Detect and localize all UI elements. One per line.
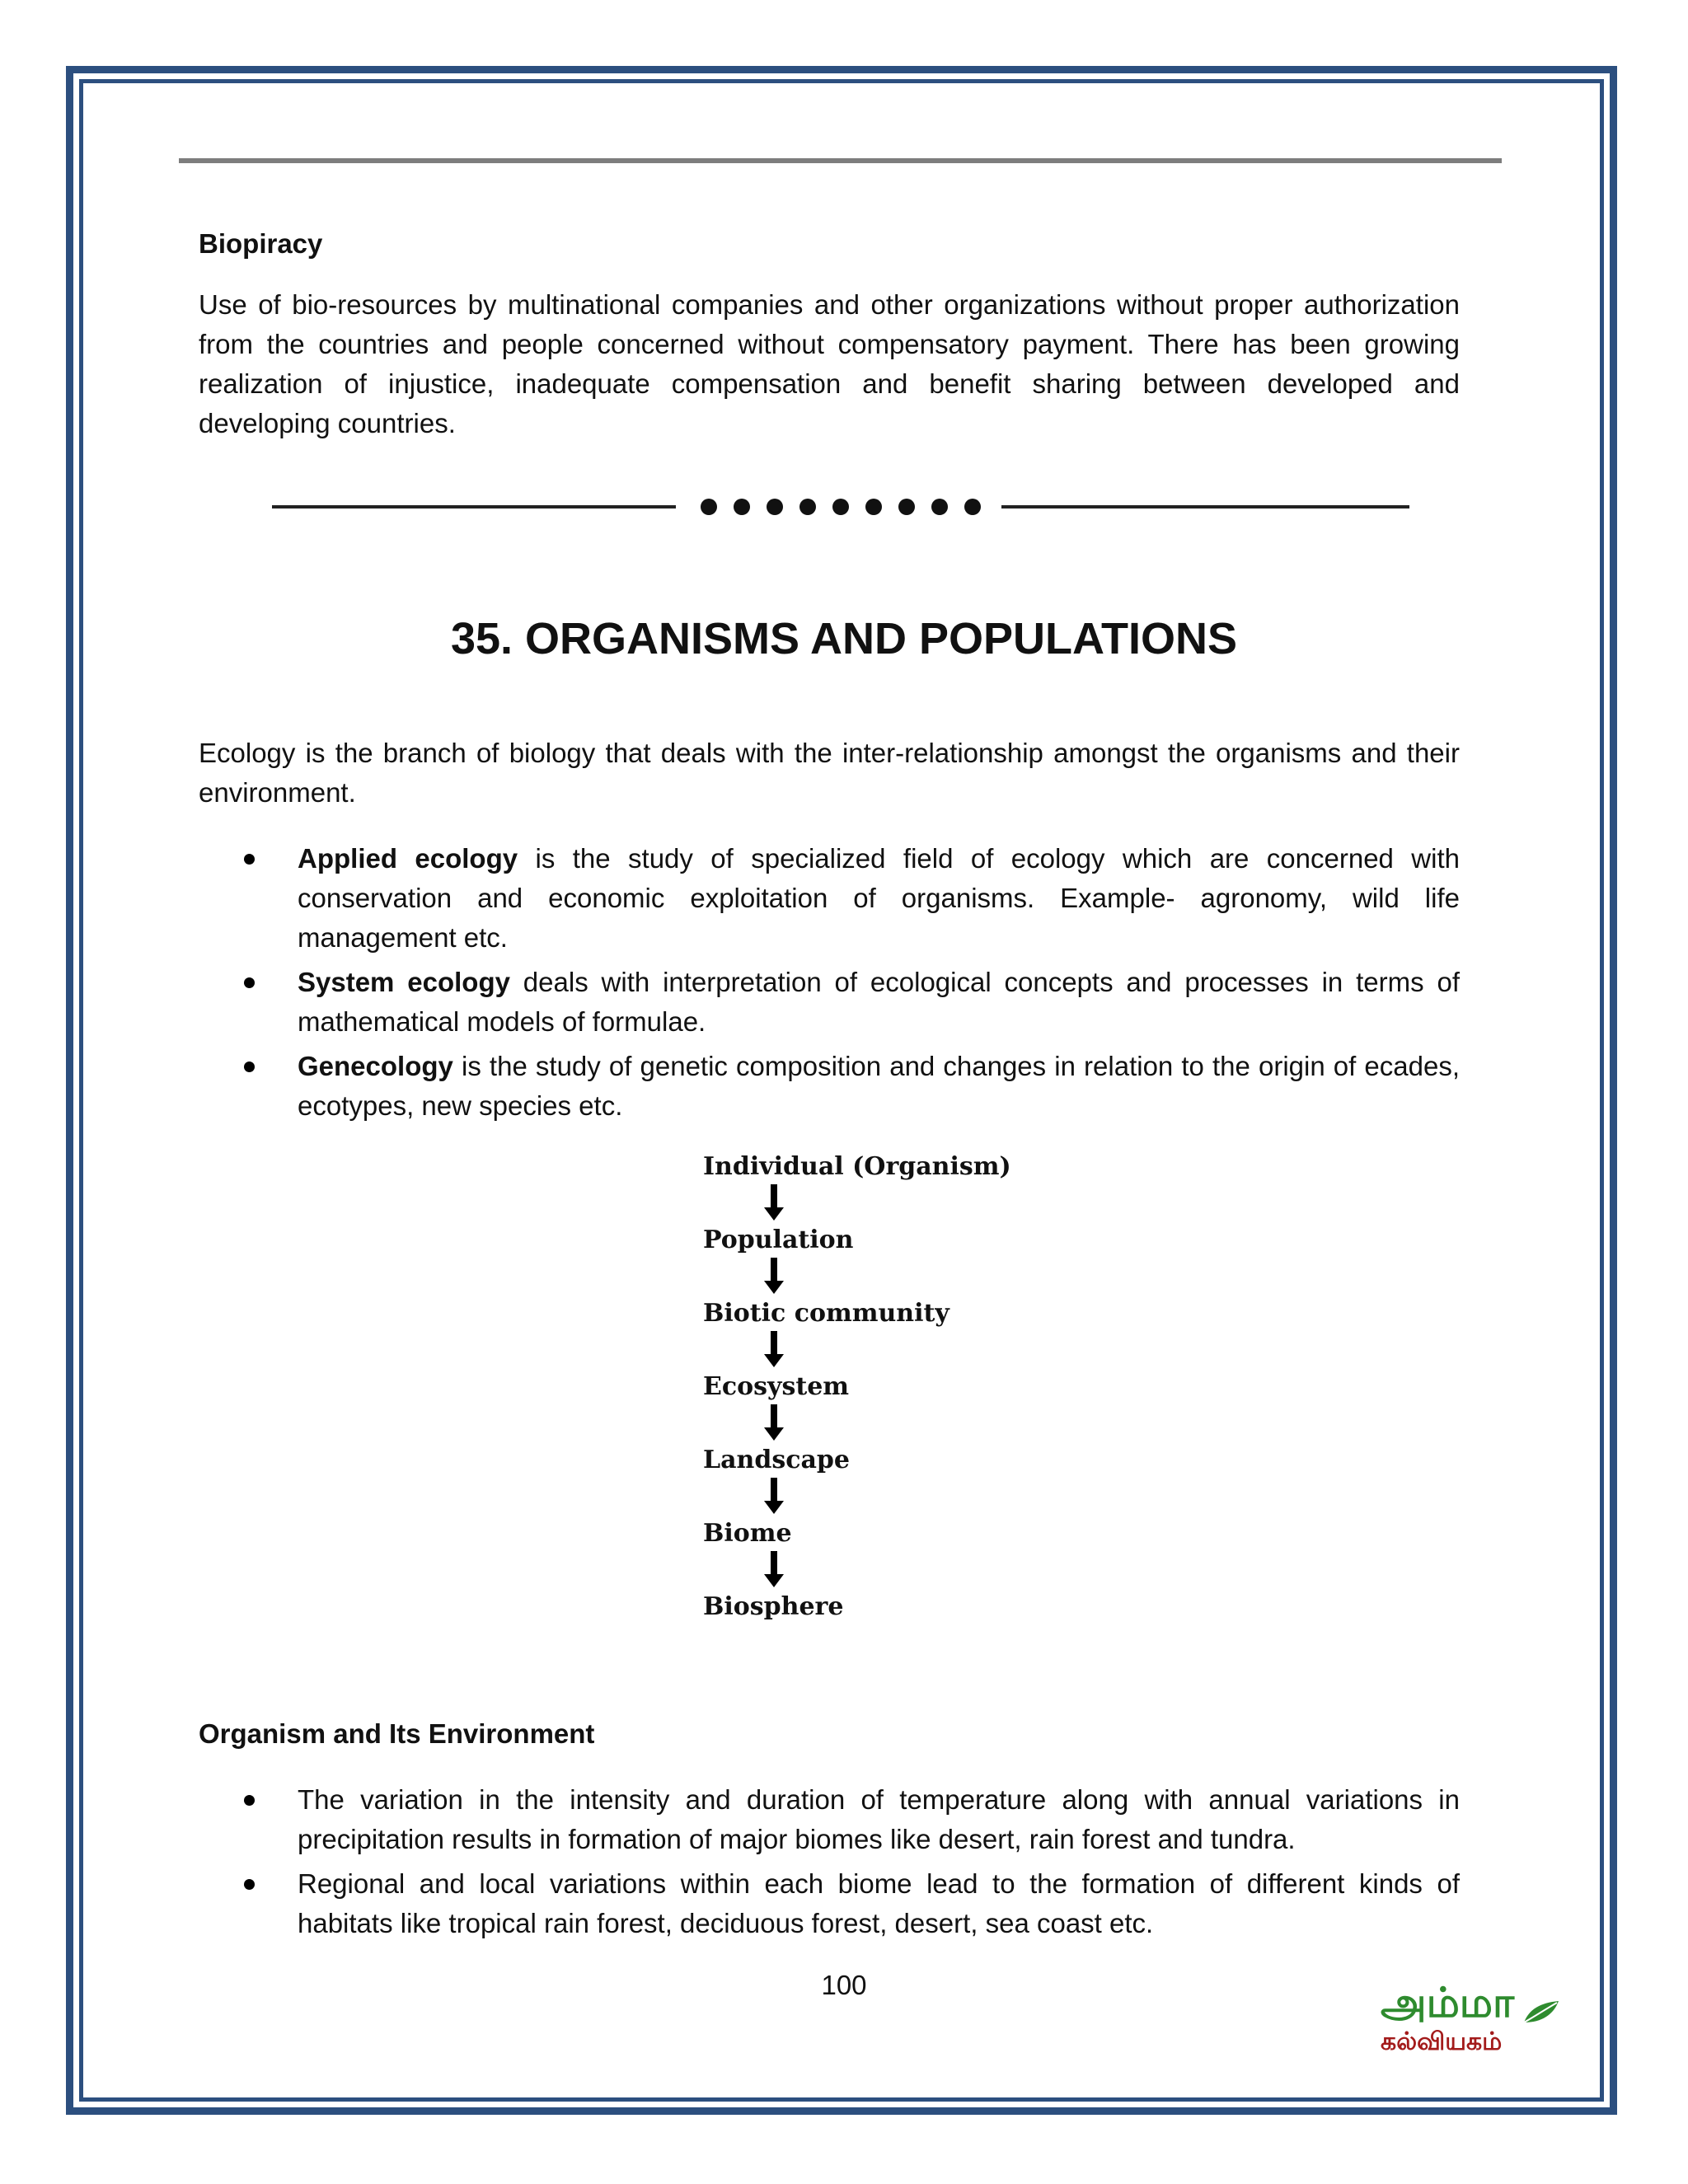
hierarchy-level: Biotic community	[703, 1299, 950, 1328]
hierarchy-level: Biosphere	[703, 1592, 844, 1621]
chapter-title: 35. ORGANISMS AND POPULATIONS	[450, 614, 1238, 663]
term: Applied ecology	[298, 843, 518, 874]
definition: deals with interpretation of ecological concepts and processes in terms of mathematical models of formulae.	[298, 967, 1460, 1037]
leaf-icon	[1521, 1994, 1562, 2027]
down-arrow-icon	[703, 1551, 1049, 1590]
page-number: 100	[821, 1970, 867, 2000]
list-item	[199, 839, 1460, 958]
definition: is the study of specialized field of ecology which are concerned with conservation and economic exploitation of organisms. Example- agronomy, wild life management etc.	[298, 843, 1460, 953]
list-item	[199, 1864, 1460, 1943]
logo	[1360, 1978, 1574, 2069]
down-arrow-icon	[703, 1331, 1049, 1370]
bullet-icon	[244, 854, 255, 865]
ecological-hierarchy-diagram	[703, 1150, 1049, 1624]
definition: is the study of genetic composition and changes in relation to the origin of ecades, ecotypes, new species etc.	[298, 1051, 1460, 1121]
bullet-icon	[244, 1062, 255, 1072]
logo-line-1: அம்மா	[1381, 1979, 1515, 2027]
down-arrow-icon	[703, 1404, 1049, 1443]
down-arrow-icon	[703, 1184, 1049, 1223]
hierarchy-level: Biome	[703, 1519, 792, 1548]
hierarchy-level: Individual (Organism)	[703, 1152, 1011, 1181]
down-arrow-icon	[703, 1258, 1049, 1296]
ecology-types-list	[199, 839, 1460, 1131]
biopiracy-heading: Biopiracy	[199, 228, 323, 259]
term: Genecology	[298, 1051, 453, 1081]
environment-list	[199, 1780, 1460, 1948]
list-item	[199, 1047, 1460, 1126]
header-rule	[179, 158, 1502, 163]
hierarchy-level: Landscape	[703, 1446, 850, 1474]
bullet-icon	[244, 1879, 255, 1890]
ecology-intro: Ecology is the branch of biology that deals with the inter-relationship amongst the organisms and their environment.	[199, 738, 1460, 808]
hierarchy-level: Population	[703, 1226, 854, 1254]
environment-heading: Organism and Its Environment	[199, 1718, 595, 1749]
hierarchy-level: Ecosystem	[703, 1372, 850, 1401]
logo-line-2: கல்வியகம்	[1381, 2027, 1503, 2056]
list-item	[199, 963, 1460, 1042]
bullet-icon	[244, 1795, 255, 1806]
point-text: The variation in the intensity and duration of temperature along with annual variations in precipitation results in formation of major biomes like desert, rain forest and tundra.	[298, 1784, 1460, 1854]
term: System ecology	[298, 967, 510, 997]
biopiracy-paragraph: Use of bio-resources by multinational companies and other organizations without proper authorization from the countries and people concerned without compensatory payment. There has been growing realization of injustice, inadequate compensation and benefit sharing between developed and developing countries.	[199, 289, 1460, 438]
section-divider	[272, 490, 1409, 523]
bullet-icon	[244, 977, 255, 988]
list-item	[199, 1780, 1460, 1859]
down-arrow-icon	[703, 1478, 1049, 1516]
point-text: Regional and local variations within each biome lead to the formation of different kinds of habitats like tropical rain forest, deciduous forest, desert, sea coast etc.	[298, 1868, 1460, 1938]
